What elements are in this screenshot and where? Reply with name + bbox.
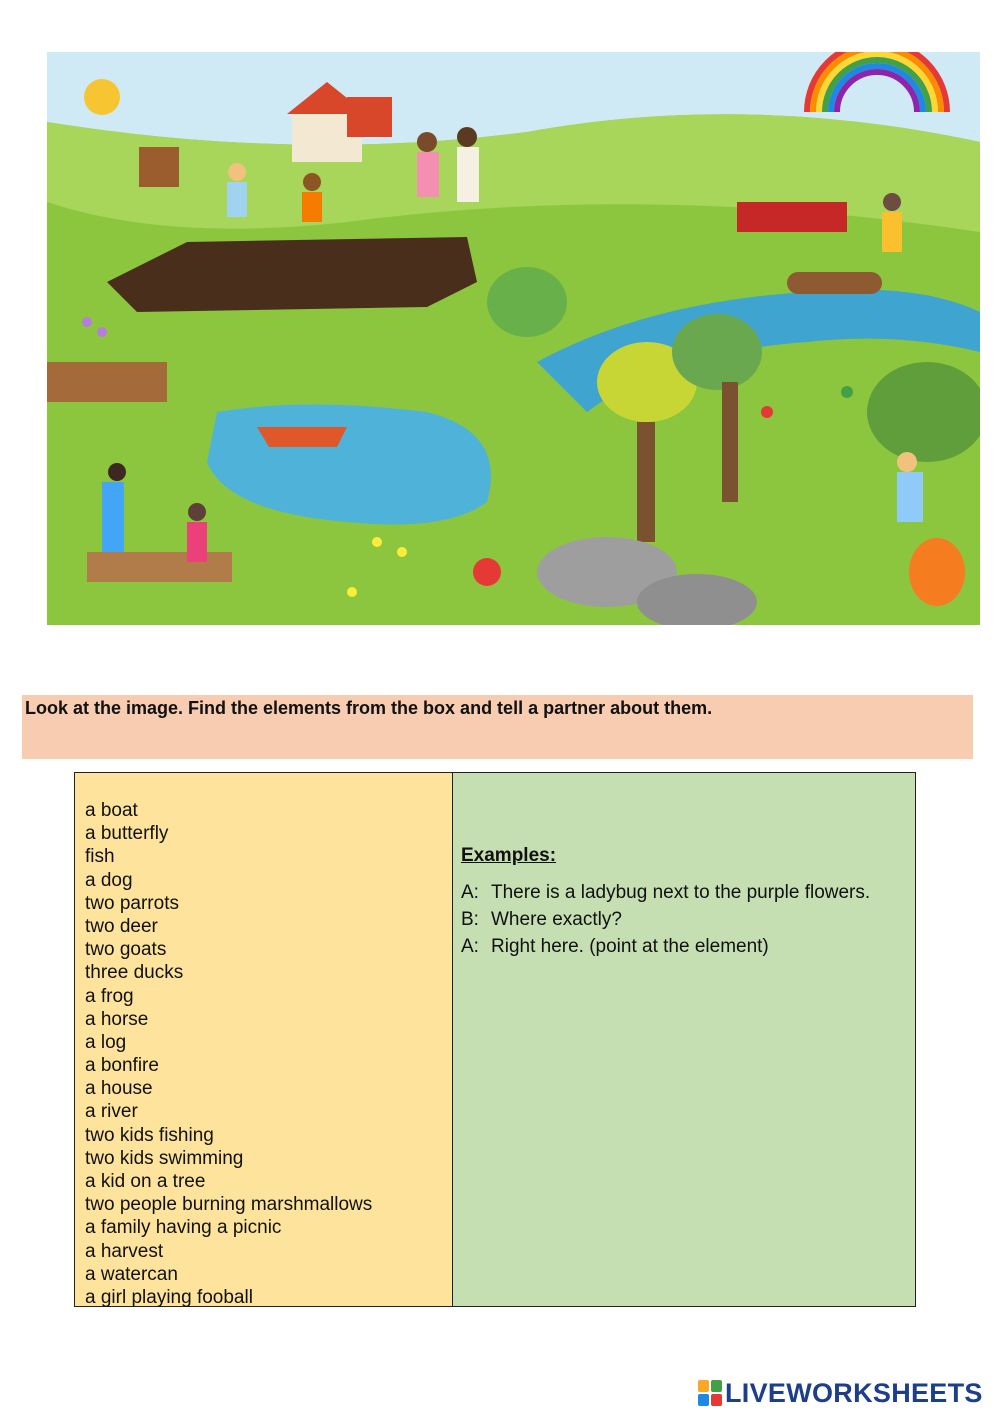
liveworksheets-logo-icon	[698, 1380, 722, 1406]
examples-box	[453, 773, 915, 1306]
list-item: a frog	[85, 985, 134, 1007]
word-box	[75, 773, 453, 1306]
log-icon	[787, 272, 882, 294]
dialogue-line	[461, 879, 915, 906]
boat-icon	[257, 427, 347, 447]
list-item: two goats	[85, 939, 167, 961]
bonfire-icon	[909, 538, 965, 606]
list-item: two kids fishing	[85, 1124, 214, 1146]
list-item: a kid on a tree	[85, 1171, 206, 1192]
list-item: a butterfly	[85, 823, 169, 845]
list-item: a horse	[85, 1008, 149, 1030]
list-item: a girl playing fooball	[85, 1286, 253, 1308]
list-item: two kids swimming	[85, 1147, 244, 1169]
list-item: a house	[85, 1078, 153, 1100]
dialogue-text: There is a ladybug next to the purple flowers.	[491, 882, 871, 903]
brand-logo[interactable]	[698, 1378, 983, 1408]
list-item: a river	[85, 1101, 138, 1123]
dialogue-speaker: A:	[461, 936, 479, 957]
list-item: three ducks	[85, 962, 184, 984]
word-list	[85, 799, 452, 1309]
list-item: a watercan	[85, 1263, 178, 1285]
dialogue-speaker: A:	[461, 882, 479, 903]
list-item: a family having a picnic	[85, 1217, 282, 1239]
dialogue-speaker: B:	[461, 909, 479, 930]
list-item: two deer	[85, 915, 158, 937]
list-item: a bonfire	[85, 1055, 159, 1077]
list-item: fish	[85, 846, 115, 868]
list-item: a boat	[85, 800, 138, 821]
list-item: a log	[85, 1031, 127, 1053]
list-item: two parrots	[85, 892, 179, 914]
instruction-banner	[22, 695, 973, 759]
dialogue-line	[461, 933, 915, 960]
park-scene-illustration	[47, 52, 980, 625]
list-item: a harvest	[85, 1240, 164, 1262]
dialogue-text: Where exactly?	[491, 909, 622, 930]
examples-heading: Examples:	[461, 845, 557, 866]
task-table	[74, 772, 916, 1307]
sun-icon	[84, 79, 120, 115]
dialogue-text: Right here. (point at the element)	[491, 936, 769, 957]
list-item: a dog	[85, 869, 133, 891]
brand-name: LIVEWORKSHEETS	[725, 1377, 983, 1408]
list-item: two people burning marshmallows	[85, 1194, 373, 1216]
dialogue-line	[461, 906, 915, 933]
instruction-text: Look at the image. Find the elements from the box and tell a partner about them.	[25, 698, 713, 718]
